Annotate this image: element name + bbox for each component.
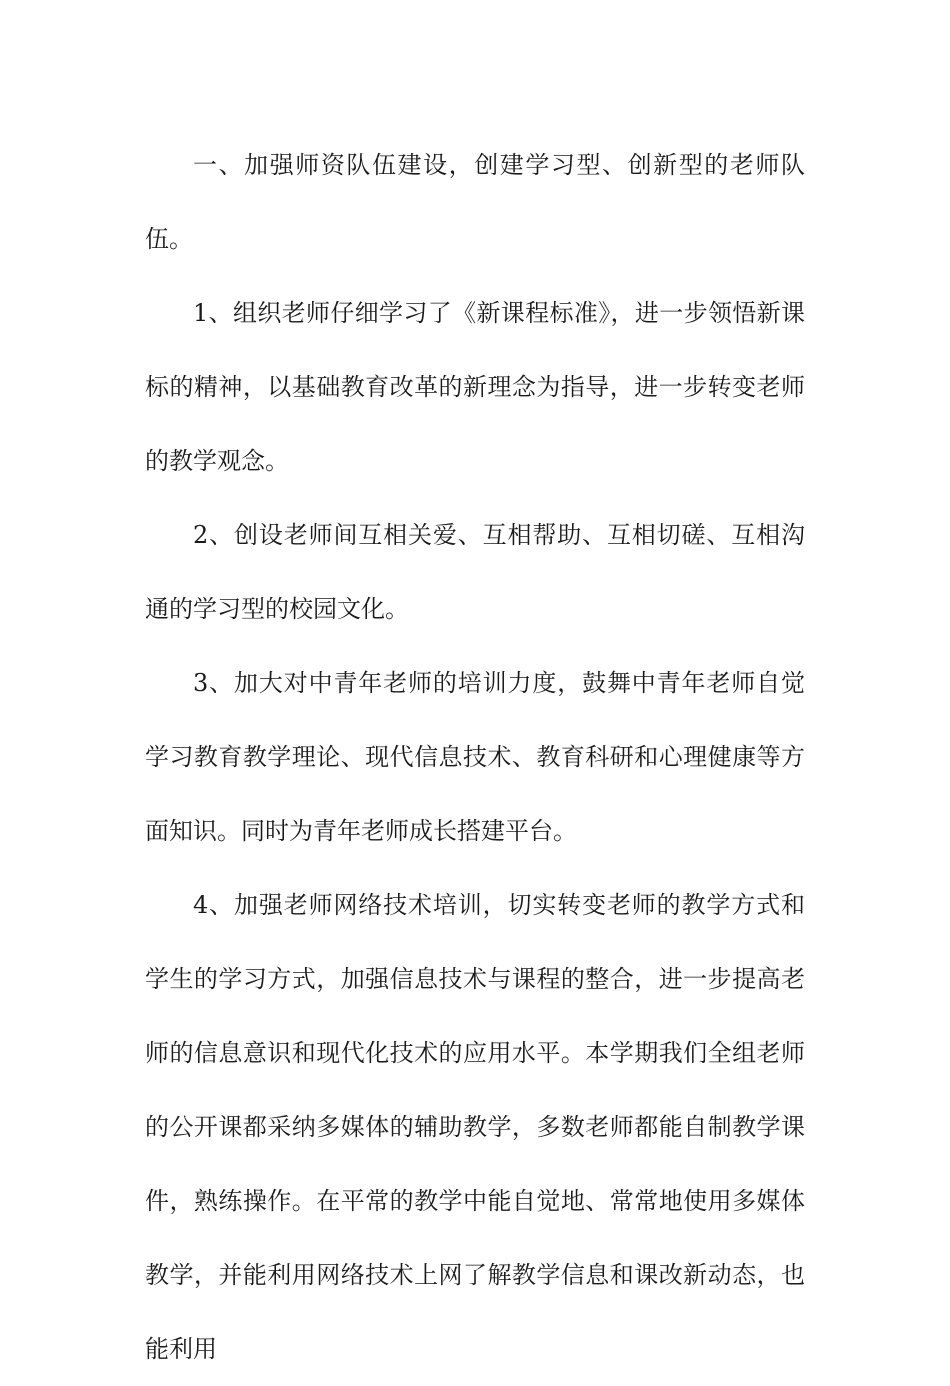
paragraph-1: 1、组织老师仔细学习了《新课程标准》，进一步领悟新课标的精神，以基础教育改革的新理念为指导，进一步转变老师的教学观念。 [145,299,805,475]
section-heading: 一、加强师资队伍建设，创建学习型、创新型的老师队伍。 [145,151,805,253]
paragraph-4: 4、加强老师网络技术培训，切实转变老师的教学方式和学生的学习方式，加强信息技术与课程的整合，进一步提高老师的信息意识和现代化技术的应用水平。本学期我们全组老师的公开课都采纳多媒体的辅助教学，多数老师都能自制教学课件，熟练操作。在平常的教学中能自觉地、常常地使用多媒体教学，并能利用网络技术上网了解教学信息和课改新动态，也能利用 [145,891,805,1363]
paragraph-2: 2、创设老师间互相关爱、互相帮助、互相切磋、互相沟通的学习型的校园文化。 [145,521,805,623]
document-body [145,128,805,1386]
paragraph-3: 3、加大对中青年老师的培训力度，鼓舞中青年老师自觉学习教育教学理论、现代信息技术、教育科研和心理健康等方面知识。同时为青年老师成长搭建平台。 [145,669,805,845]
